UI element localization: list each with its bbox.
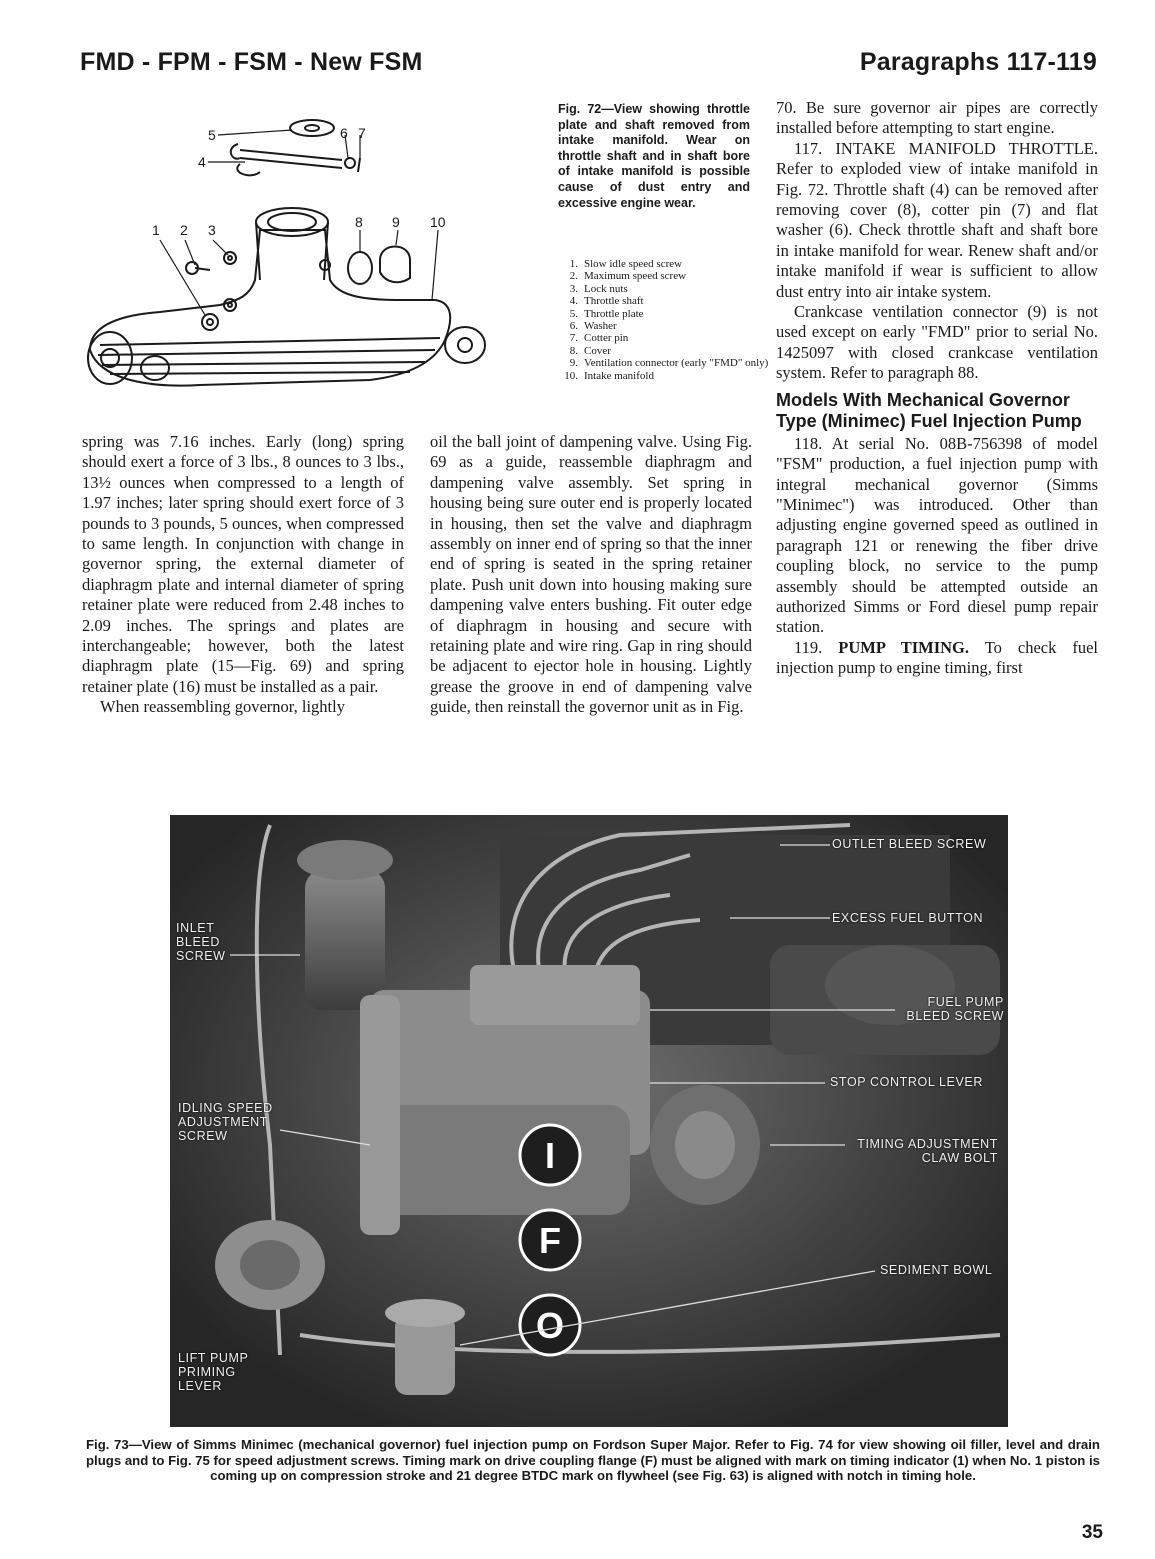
paragraph-117: 117. INTAKE MANIFOLD THROTTLE. Refer to exploded view of intake manifold in Fig. 72. Throttle shaft (4) can be removed after removing cover (8), cotter pin (7) and flat washer (6). Check throttle shaft and shaft bore in intake manifold for wear. Renew shaft and/or intake manifold if wear is sufficient to allow dust entry into air intake system.	[776, 138, 1098, 301]
paragraph: oil the ball joint of dampening valve. Using Fig. 69 as a guide, reassemble diaphragm and dampening valve assembly. Set spring in housing being sure outer end is properly located in housing, then set the valve and diaphragm assembly on inner end of spring so that the inner end of spring is seated in the spring retainer plate. Push unit down into housing making sure dampening valve enters bushing. Fit outer edge of diaphragm in housing and secure with retaining plate and wire ring. Gap in ring should be adjacent to ejector hole in housing. Lightly grease the groove in end of dampening valve guide, then reinstall the governor unit as in Fig.	[430, 432, 752, 717]
legend-item: 1. Slow idle speed screw	[569, 258, 683, 270]
legend-item: 6. Washer	[569, 320, 617, 333]
text-column-2	[430, 432, 752, 718]
legend-item: 3. Lock nuts	[569, 282, 628, 295]
paragraph: When reassembling governor, lightly	[100, 697, 345, 717]
label-outlet-bleed-screw: OUTLET BLEED SCREW	[832, 837, 987, 851]
label-inlet-bleed-screw: INLET BLEED SCREW	[176, 921, 226, 963]
legend-item: 8. Cover	[569, 344, 611, 357]
text-column-1	[82, 432, 404, 718]
callout-5: 5	[208, 127, 216, 143]
figure-72-intake-manifold-drawing	[80, 100, 550, 400]
callout-6: 6	[340, 125, 348, 141]
injection-pump-illustration	[170, 815, 1008, 1427]
figure-72-caption: Fig. 72—View showing throttle plate and shaft removed from intake manifold. Wear on throttle shaft and in shaft bore of intake manifold is possible cause of dust entry and excessive engine wear.	[558, 102, 750, 210]
section-subheading: Models With Mechanical Governor Type (Minimec) Fuel Injection Pump	[776, 389, 1082, 431]
paragraph: Crankcase ventilation connector (9) is not used except on early "FMD" prior to serial No. 1425097 with closed crankcase ventilation system. Refer to paragraph 88.	[776, 302, 1098, 383]
label-timing-adjustment-claw-bolt: TIMING ADJUSTMENT CLAW BOLT	[857, 1137, 998, 1165]
legend-item: 9. Ventilation connector (early "FMD" only)	[569, 357, 769, 370]
callout-10: 10	[430, 214, 446, 230]
callout-3: 3	[208, 222, 216, 238]
legend-item: 4. Throttle shaft	[569, 295, 644, 308]
timing-indicator-marker: I	[544, 1135, 556, 1176]
callout-1: 1	[152, 222, 160, 238]
legend-item: 5. Throttle plate	[569, 307, 644, 320]
label-sediment-bowl: SEDIMENT BOWL	[880, 1263, 993, 1277]
label-fuel-pump-bleed-screw: FUEL PUMP BLEED SCREW	[906, 995, 1004, 1023]
legend-item: 2. Maximum speed screw	[569, 270, 687, 283]
paragraph-119: 119. PUMP TIMING. To check fuel injection pump to engine timing, first	[776, 637, 1098, 678]
page-number: 35	[1081, 1522, 1103, 1543]
label-idling-speed-adjustment-screw: IDLING SPEED ADJUSTMENT SCREW	[178, 1101, 273, 1143]
paragraph: spring was 7.16 inches. Early (long) spring should exert a force of 3 lbs., 8 ounces to 3 lbs., 13½ ounces when compressed to a length of 1.97 inches; later spring should exert force of 3 pounds to 3 pounds, 5 ounces, when compressed to same length. In conjunction with change in governor spring, the external diameter of diaphragm plate and internal diameter of spring retainer plate were reduced from 2.48 inches to 2.09 inches. The springs and plates are interchangeable; however, both the latest diaphragm plate (15—Fig. 69) and spring retainer plate (16) must be installed as a pair.	[82, 432, 404, 696]
callout-2: 2	[180, 222, 188, 238]
paragraph-118: 118. At serial No. 08B-756398 of model "FSM" production, a fuel injection pump with integral mechanical governor (Simms "Minimec") was introduced. Other than adjusting engine governed speed as outlined in paragraph 121 or renewing the fiber drive coupling block, no service to the pump assembly should be attempted outside an authorized Simms or Ford diesel pump repair station.	[776, 433, 1098, 637]
running-header-paragraphs: Paragraphs 117-119	[859, 48, 1097, 76]
callout-8: 8	[355, 214, 363, 230]
paragraph: 70. Be sure governor air pipes are correctly installed before attempting to start engine.	[776, 98, 1098, 138]
coupling-flange-marker: F	[539, 1220, 561, 1261]
label-lift-pump-priming-lever: LIFT PUMP PRIMING LEVER	[178, 1351, 249, 1393]
label-excess-fuel-button: EXCESS FUEL BUTTON	[832, 911, 984, 925]
callout-4: 4	[198, 154, 206, 170]
figure-72-legend	[560, 258, 770, 382]
label-stop-control-lever: STOP CONTROL LEVER	[830, 1075, 983, 1089]
running-header-models: FMD - FPM - FSM - New FSM	[80, 48, 423, 76]
legend-item: 10. Intake manifold	[564, 369, 654, 382]
figure-73-engine-photo	[170, 815, 1008, 1427]
figure-73-caption: Fig. 73—View of Simms Minimec (mechanical governor) fuel injection pump on Fordson Super Major. Refer to Fig. 74 for view showing oil filler, level and drain plugs and to Fig. 75 for speed adjustment screws. Timing mark on drive coupling flange (F) must be aligned with mark on timing indicator (1) when No. 1 piston is coming up on compression stroke and 21 degree BTDC mark on flywheel (see Fig. 63) is aligned with notch in timing hole.	[86, 1437, 1100, 1484]
legend-item: 7. Cotter pin	[569, 332, 629, 345]
callout-9: 9	[392, 214, 400, 230]
text-column-3	[776, 98, 1098, 679]
oil-marker: O	[535, 1305, 565, 1346]
callout-7: 7	[358, 125, 366, 141]
